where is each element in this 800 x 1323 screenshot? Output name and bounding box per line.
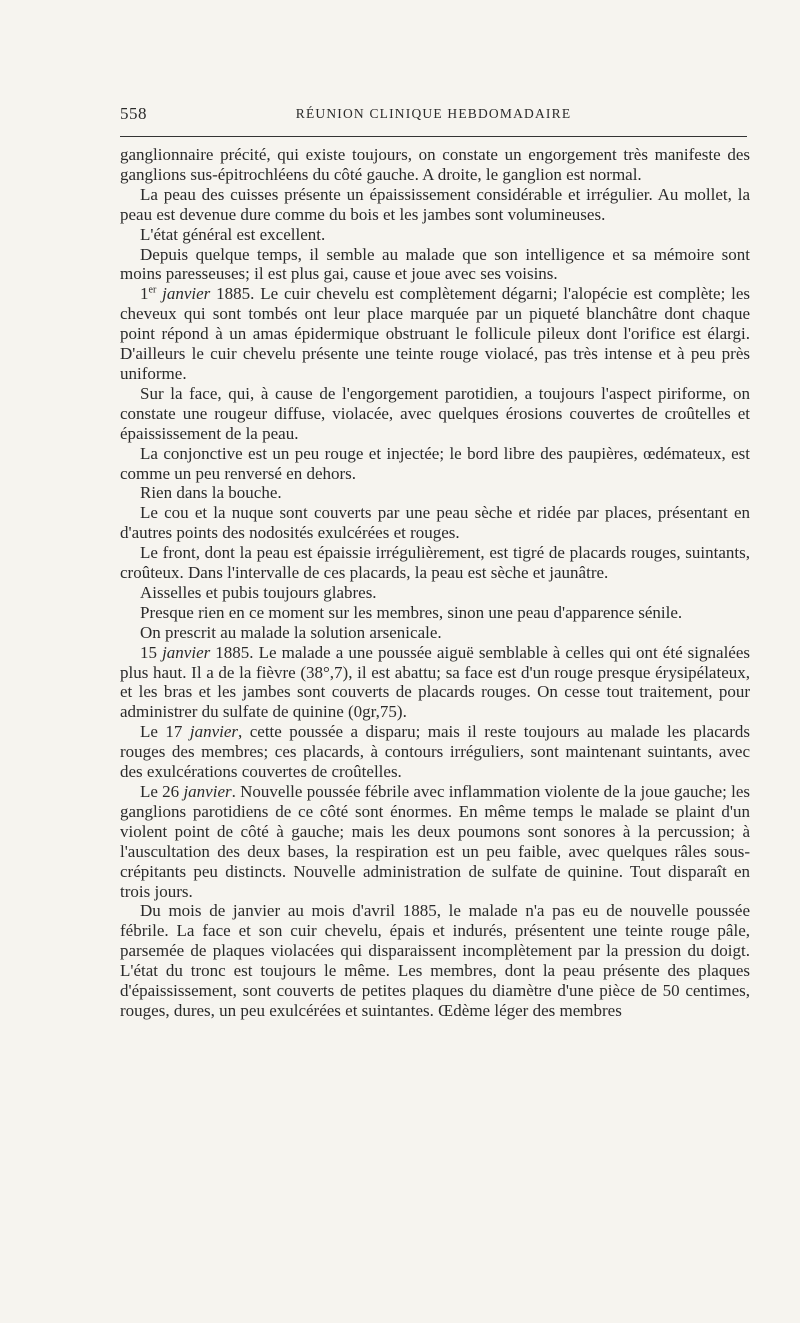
paragraph xyxy=(120,444,750,484)
paragraph-text: 1885. Le cuir chevelu est complètement dégarni; l'alopécie est complète; les cheveux qui sont tombés ont leur place marquée par un piqueté blanchâtre dont chaque point répond à un amas épidermique obstruant le follicule pileux dont l'orifice est élargi. D'ailleurs le cuir chevelu présente une teinte rouge violacé, pas très intense et à peu près uniforme. xyxy=(120,284,751,383)
paragraph xyxy=(120,603,750,623)
paragraph-lead: 15 xyxy=(140,642,163,662)
paragraph-text: 1885. Le malade a une poussée aiguë semblable à celles qui ont été signalées plus haut. Il a de la fièvre (38°,7), il est abattu; sa face est d'un rouge presque érysipélateux, et les bras et les jambes sont couverts de placards rouges. On cesse tout traitement, pour administrer du sulfate de quinine (0gr,75). xyxy=(120,642,750,722)
paragraph xyxy=(120,643,750,723)
paragraph-date: janvier xyxy=(162,642,211,662)
paragraph xyxy=(120,623,750,643)
paragraph-text: . Nouvelle poussée fébrile avec inflammation violente de la joue gauche; les ganglions parotidiens de ce côté sont énormes. En même temps le malade se plaint d'un violent point de côté à gauche; mais les deux poumons sont sonores à la percussion; à l'auscultation des deux bases, la respiration est un peu faible, avec quelques râles sous-crépitants peu distincts. Nouvelle administration de sulfate de quinine. Tout disparaît en trois jours. xyxy=(120,782,750,901)
paragraph-lead: Le 26 xyxy=(140,782,184,801)
paragraph-text: , cette poussée a disparu; mais il reste toujours au malade les placards rouges des membres; ces placards, à contours irréguliers, sont maintenant suintants, avec des exulcérations couvertes de croûtelles. xyxy=(120,722,750,782)
paragraph xyxy=(120,503,750,543)
running-header xyxy=(120,104,747,128)
paragraph-text: On prescrit au malade la solution arsenicale. xyxy=(140,622,442,642)
paragraph-text: Le cou et la nuque sont couverts par une peau sèche et ridée par places, présentant en d'autres points des nodosités exulcérées et rouges. xyxy=(120,503,750,543)
paragraph-text: Le front, dont la peau est épaissie irrégulièrement, est tigré de placards rouges, suintants, croûteux. Dans l'intervalle de ces placards, la peau est sèche et jaunâtre. xyxy=(120,543,750,583)
paragraph-date: janvier xyxy=(183,782,232,801)
header-rule xyxy=(120,136,747,137)
paragraph-date: janvier xyxy=(162,284,211,304)
paragraph xyxy=(120,483,750,503)
paragraph-text: La peau des cuisses présente un épaississement considérable et irrégulier. Au mollet, la peau est devenue dure comme du bois et les jambes sont volumineuses. xyxy=(120,184,750,224)
paragraph-text: ganglionnaire précité, qui existe toujours, on constate un engorgement très manifeste des ganglions sus-épitrochléens du côté gauche. A droite, le ganglion est normal. xyxy=(120,145,750,184)
paragraph xyxy=(120,245,750,285)
paragraph xyxy=(120,782,750,901)
paragraph-text: Aisselles et pubis toujours glabres. xyxy=(140,582,377,602)
paragraph xyxy=(120,284,750,384)
paragraph xyxy=(120,185,750,225)
paragraph xyxy=(120,384,750,444)
paragraph xyxy=(120,543,750,583)
paragraph-text: Rien dans la bouche. xyxy=(140,483,282,503)
paragraph-lead: Le 17 xyxy=(140,722,190,742)
paragraph-lead-sup: er xyxy=(148,284,157,296)
paragraph-text: Sur la face, qui, à cause de l'engorgement parotidien, a toujours l'aspect piriforme, on constate une rougeur diffuse, violacée, avec quelques érosions couvertes de croûtelles et épaississement de la peau. xyxy=(120,383,750,443)
paragraph xyxy=(120,583,750,603)
paragraph-text: Depuis quelque temps, il semble au malade que son intelligence et sa mémoire sont moins paresseuses; il est plus gai, cause et joue avec ses voisins. xyxy=(120,244,750,284)
running-title: RÉUNION CLINIQUE HEBDOMADAIRE xyxy=(295,106,572,121)
paragraph-date: janvier xyxy=(189,722,239,742)
paragraph xyxy=(120,722,750,782)
paragraph-text: L'état général est excellent. xyxy=(140,224,326,244)
body-text xyxy=(120,145,750,1021)
paragraph-text: Presque rien en ce moment sur les membres, sinon une peau d'apparence sénile. xyxy=(140,602,683,622)
paragraph-text: La conjonctive est un peu rouge et injectée; le bord libre des paupières, œdémateux, est comme un peu renversé en dehors. xyxy=(120,443,750,483)
paragraph-text: Du mois de janvier au mois d'avril 1885, le malade n'a pas eu de nouvelle poussée fébrile. La face et son cuir chevelu, épais et indurés, présentent une teinte rouge pâle, parsemée de plaques violacées qui disparaissent incomplètement par la pression du doigt. L'état du tronc est toujours le même. Les membres, dont la peau présente des plaques d'épaississement, sont couverts de petites plaques du diamètre d'une pièce de 50 centimes, rouges, dures, un peu exulcérées et suintantes. Œdème léger des membres xyxy=(120,901,750,1020)
paragraph xyxy=(120,225,750,245)
paragraph xyxy=(120,145,750,185)
paragraph-lead: 1 xyxy=(140,284,149,304)
page-number: 558 xyxy=(120,104,147,123)
paragraph xyxy=(120,901,750,1020)
